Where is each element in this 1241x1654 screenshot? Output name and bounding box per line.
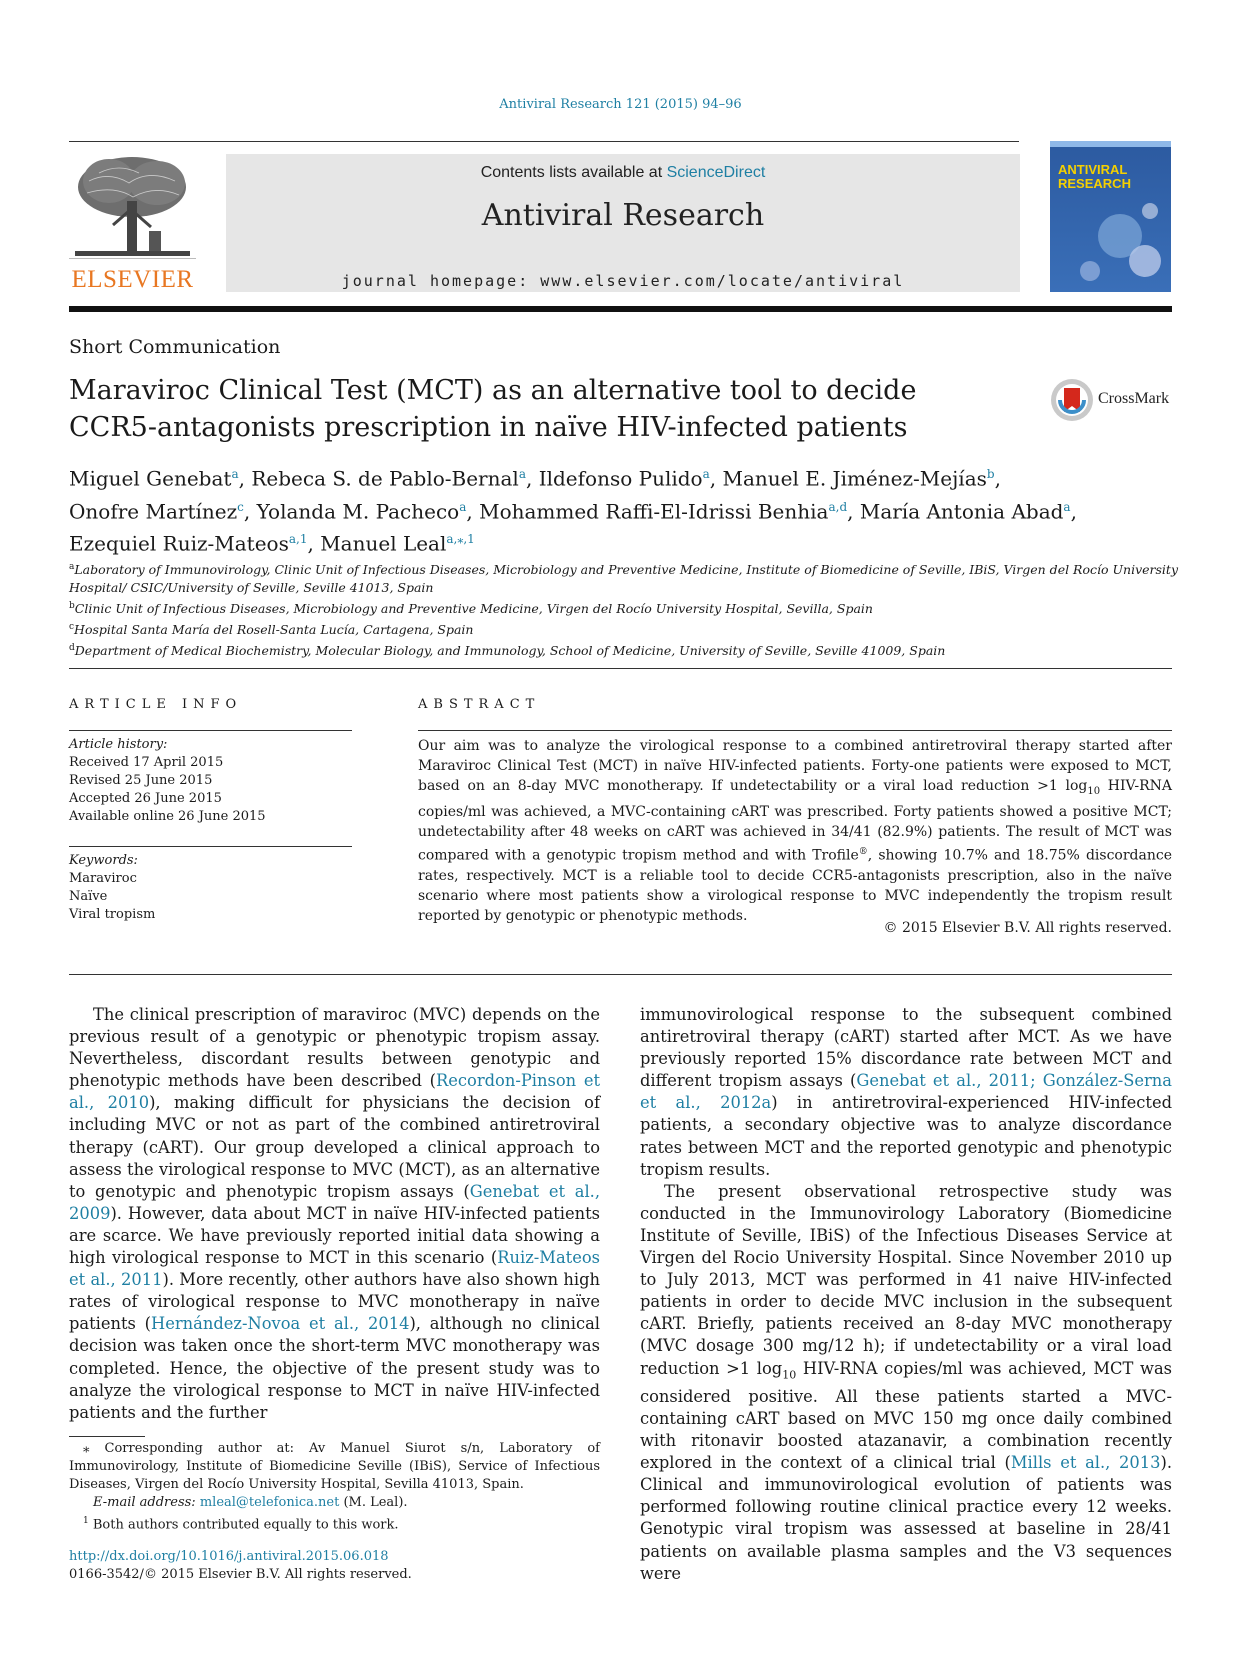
article-info-divider (69, 730, 352, 731)
body-paragraph (69, 1004, 600, 1424)
author-separator: , (466, 499, 480, 524)
article-history (69, 736, 352, 826)
affiliation-text: Clinic Unit of Infectious Diseases, Microbiology and Preventive Medicine, Virgen del Rocío University Hospital, Sevilla, Spain (74, 601, 873, 617)
elsevier-wordmark: ELSEVIER (71, 266, 194, 293)
author-separator: , (525, 466, 539, 491)
body-divider (69, 974, 1172, 975)
author-separator: , (243, 499, 257, 524)
email-note (69, 1494, 600, 1512)
citation-link[interactable]: Mills et al., 2013 (1010, 1453, 1161, 1473)
author-affiliation-marker[interactable]: a (1063, 499, 1071, 514)
body-text: ), although no clinical decision was taken once the short-term MVC monotherapy was completed. Hence, the objective of the present study was to analyze the virological response to MCT in naïve HIV-infected patients and the further (69, 1314, 600, 1422)
citation-link[interactable]: Recordon-Pinson et al., 2010 (69, 1071, 601, 1113)
citation-link[interactable]: Genebat et al., 2011; González-Serna et al., 2012a (640, 1071, 1173, 1113)
journal-reference-link[interactable]: Antiviral Research 121 (2015) 94–96 (499, 97, 742, 112)
doi-link[interactable]: http://dx.doi.org/10.1016/j.antiviral.2015.06.018 (69, 1549, 389, 1564)
history-entry: Received 17 April 2015 (69, 755, 224, 770)
body-column-right (640, 1004, 1172, 1585)
article-info-heading: ARTICLE INFO (69, 697, 243, 712)
keywords (69, 852, 352, 924)
author-name[interactable]: Onofre Martínez (69, 499, 238, 524)
author-affiliation-marker[interactable]: a,⁎,1 (446, 532, 475, 547)
footnote-marker: 1 (83, 1516, 89, 1526)
article-title (69, 372, 989, 446)
article-title-line-1: Maraviroc Clinical Test (MCT) as an alternative tool to decide (69, 375, 917, 406)
author-separator: , (994, 466, 1001, 491)
article-title-line-2: CCR5-antagonists prescription in naïve HIV-infected patients (69, 412, 908, 443)
body-column-left (69, 1004, 600, 1424)
footnotes (69, 1440, 600, 1534)
email-label: E-mail address: (93, 1495, 196, 1510)
author-affiliation-marker[interactable]: b (986, 467, 995, 481)
affiliation-item (69, 639, 1179, 660)
author-name[interactable]: Miguel Genebat (69, 466, 232, 491)
abstract-part: HIV-RNA copies/ml was achieved, a MVC-containing cART was prescribed. Forty patients showed a positive MCT; undetectability after 48 weeks on cART was achieved in 34/41 (82.9%) patients. The result of MCT was compared with a genotypic tropism method and with Trofile (418, 778, 1172, 864)
contents-prefix: Contents lists available at (480, 164, 667, 181)
affiliation-marker: a (69, 562, 75, 572)
body-subscript: 10 (782, 1367, 797, 1381)
footnote-divider (69, 1436, 145, 1437)
keywords-divider (69, 846, 352, 847)
body-text: ). However, data about MCT in naïve HIV-infected patients are scarce. We have previously reported initial data showing a high virological response to MCT in this scenario ( (69, 1203, 600, 1268)
email-link[interactable]: mleal@telefonica.net (199, 1495, 340, 1510)
body-text: HIV-RNA copies/ml was achieved, MCT was considered positive. All these patients started a MVC-containing cART based on MVC 150 mg once daily combined with ritonavir boosted atazanavir, a combination recently explored in the context of a clinical trial ( (640, 1358, 1173, 1473)
affiliation-marker: c (69, 622, 75, 633)
body-paragraph (640, 1004, 1172, 1181)
article-type: Short Communication (69, 336, 281, 358)
keyword: Naïve (69, 889, 108, 904)
author-affiliation-marker[interactable]: a,d (828, 499, 848, 514)
body-text: ), making difficult for physicians the decision of including MVC or not as part of the combined antiretroviral therapy (cART). Our group developed a clinical approach to assess the virological response to MVC (MCT), as an alternative to genotypic and phenotypic tropism assays ( (69, 1093, 600, 1201)
abstract-part: Our aim was to analyze the virological response to a combined antiretroviral therapy started after Maraviroc Clinical Test (MCT) in naïve HIV-infected patients. Forty-one patients were exposed to MCT, based on an 8-day MVC monotherapy. If undetectability or a viral load reduction >1 log (418, 738, 1172, 795)
keywords-label: Keywords: (69, 853, 138, 868)
author-separator: , (1070, 499, 1077, 524)
author-name[interactable]: Ezequiel Ruiz-Mateos (69, 531, 289, 556)
footnote-text: Corresponding author at: Av Manuel Siurot s/n, Laboratory of Immunovirology, Institute of Biomedicine Seville (IBiS), Service of Infectious Diseases, Virgen del Rocío University Hospital, Sevilla 41013, Spain. (69, 1441, 600, 1492)
crossmark-label: CrossMark (1098, 390, 1170, 407)
author-list (69, 460, 1179, 558)
corresponding-author-note (69, 1440, 600, 1494)
abstract-subscript: 10 (1087, 785, 1101, 797)
doi-block (69, 1548, 412, 1584)
crossmark-icon (1050, 378, 1094, 422)
journal-cover-image (1050, 141, 1171, 292)
affiliation-marker: d (69, 643, 75, 654)
abstract-divider (418, 730, 1172, 731)
citation-link[interactable]: Ruiz-Mateos et al., 2011 (69, 1248, 600, 1290)
body-paragraph (640, 1181, 1172, 1585)
author-affiliation-marker[interactable]: a,1 (288, 532, 308, 547)
author-line-1 (69, 460, 1179, 493)
author-name[interactable]: María Antonia Abad (859, 499, 1064, 524)
author-separator: , (238, 466, 252, 491)
footnote-text: Both authors contributed equally to this work. (88, 1517, 399, 1533)
journal-title: Antiviral Research (481, 198, 765, 233)
body-text: ) in antiretroviral-experienced HIV-infected patients, a secondary objective was to analyze discordance rates between MCT and the reported genotypic and phenotypic tropism results. (640, 1093, 1172, 1179)
body-text: ). More recently, other authors have also shown high rates of virological response to MVC monotherapy in naïve patients ( (69, 1270, 600, 1334)
history-entry: Accepted 26 June 2015 (69, 791, 222, 806)
author-affiliation-marker[interactable]: a (702, 467, 710, 481)
affiliation-text: Laboratory of Immunovirology, Clinic Unit of Infectious Diseases, Microbiology and Preventive Medicine, Institute of Biomedicine of Seville, IBiS, Virgen del Rocío University Hospital/ CSIC/University of Seville, Seville 41013, Spain (69, 562, 1179, 596)
affiliation-text: Hospital Santa María del Rosell-Santa Lucía, Cartagena, Spain (74, 622, 474, 638)
keyword: Maraviroc (69, 871, 137, 886)
body-text: ). Clinical and immunovirological evolution of patients was performed following routine clinical practice every 12 weeks. Genotypic viral tropism was assessed at baseline in 28/41 patients on available plasma samples and the V3 sequences were (640, 1453, 1172, 1583)
author-separator: , (709, 466, 723, 491)
email-suffix: (M. Leal). (339, 1495, 408, 1510)
author-name[interactable]: Mohammed Raffi-El-Idrissi Benhia (479, 499, 829, 524)
author-name[interactable]: Yolanda M. Pacheco (256, 499, 460, 524)
author-affiliation-marker[interactable]: a (459, 499, 467, 514)
sciencedirect-link[interactable]: ScienceDirect (666, 164, 766, 181)
history-entry: Available online 26 June 2015 (69, 809, 266, 824)
top-divider (69, 141, 1019, 142)
header-thick-divider (69, 306, 1172, 312)
registered-mark: ® (858, 847, 868, 858)
keyword: Viral tropism (69, 907, 156, 922)
journal-homepage[interactable]: journal homepage: www.elsevier.com/locate/antiviral (341, 272, 905, 290)
author-separator: , (307, 531, 321, 556)
abstract-copyright: © 2015 Elsevier B.V. All rights reserved. (883, 920, 1172, 936)
equal-contribution-note (69, 1512, 600, 1534)
footnote-marker: ⁎ (83, 1441, 90, 1456)
citation-link[interactable]: Genebat et al., 2009 (69, 1181, 600, 1223)
issn-copyright: 0166-3542/© 2015 Elsevier B.V. All rights reserved. (69, 1567, 412, 1582)
abstract-text (418, 736, 1172, 926)
author-name[interactable]: Manuel Leal (320, 531, 447, 556)
author-name[interactable]: Ildefonso Pulido (538, 466, 703, 491)
article-history-label: Article history: (69, 737, 168, 752)
contents-line (226, 164, 1020, 182)
author-line-2 (69, 493, 1179, 526)
author-name[interactable]: Manuel E. Jiménez-Mejías (722, 466, 987, 491)
affiliation-item (69, 618, 1179, 639)
author-line-3 (69, 525, 1179, 558)
crossmark-button[interactable] (1050, 378, 1174, 422)
body-text: immunovirological response to the subsequent combined antiretroviral therapy (cART) started after MCT. As we have previously reported 15% discordance rate between MCT and different tropism assays ( (640, 1005, 1172, 1091)
body-text: The present observational retrospective study was conducted in the Immunovirology Laboratory (Biomedicine Institute of Seville, IBiS) of the Infectious Diseases Service at Virgen del Rocio University Hospital. Since November 2010 up to July 2013, MCT was performed in 41 naive HIV-infected patients in order to decide MVC inclusion in the subsequent cART. Briefly, patients received an 8-day MVC monotherapy (MVC dosage 300 mg/12 h); if undetectability or a viral load reduction >1 log (640, 1181, 1172, 1378)
author-name[interactable]: Rebeca S. de Pablo-Bernal (251, 466, 519, 491)
body-text: The clinical prescription of maraviroc (MVC) depends on the previous result of a genotypic or phenotypic tropism assay. Nevertheless, discordant results between genotypic and phenotypic methods have been described ( (69, 1005, 600, 1091)
affiliation-marker: b (69, 601, 75, 612)
author-separator: , (847, 499, 860, 524)
affiliation-item (69, 558, 1179, 597)
author-affiliation-marker[interactable]: a (231, 467, 239, 481)
affiliation-text: Department of Medical Biochemistry, Molecular Biology, and Immunology, School of Medicine, University of Seville, Seville 41009, Spain (74, 643, 946, 659)
abstract-heading: ABSTRACT (418, 697, 541, 712)
section-divider (69, 668, 1172, 669)
abstract-part: , showing 10.7% and 18.75% discordance rates, respectively. MCT is a reliable tool to decide CCR5-antagonists prescription, also in the naïve scenario where most patients show a virological response to MVC independently the tropism result reported by genotypic or phenotypic methods. (418, 847, 1172, 925)
cover-title: ANTIVIRAL RESEARCH (1058, 162, 1131, 191)
citation-link[interactable]: Hernández-Novoa et al., 2014 (151, 1314, 410, 1334)
author-affiliation-marker[interactable]: a (518, 467, 526, 481)
history-entry: Revised 25 June 2015 (69, 773, 213, 788)
author-affiliation-marker[interactable]: c (237, 499, 244, 514)
affiliation-list (69, 558, 1179, 661)
journal-banner (226, 154, 1020, 292)
affiliation-item (69, 597, 1179, 618)
elsevier-logo (69, 151, 196, 294)
